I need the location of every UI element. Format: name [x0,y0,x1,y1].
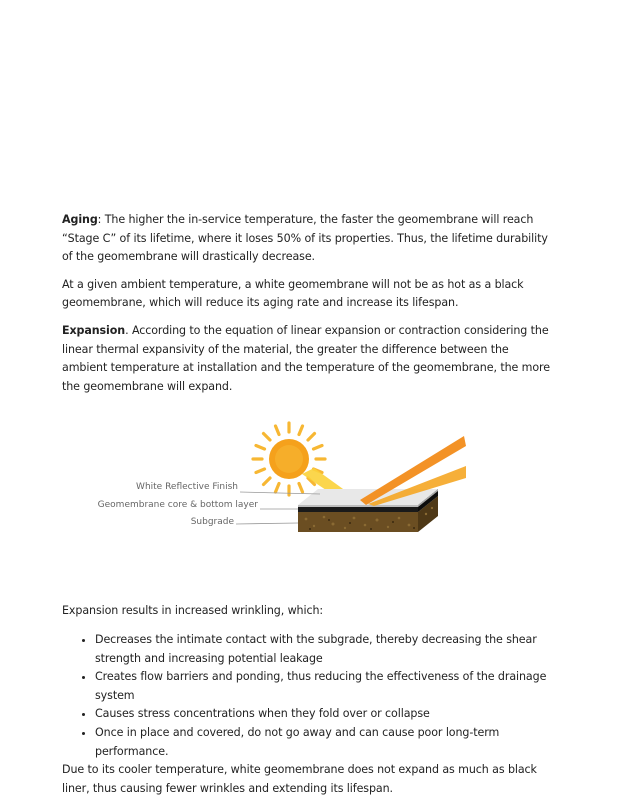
expansion-label: Expansion [62,323,126,337]
geomembrane-diagram [62,416,556,576]
leader-line-white [240,492,320,494]
aging-paragraph [62,211,556,267]
leader-line-subgrade [236,523,298,524]
aging-text: : The higher the in-service temperature, the faster the geomembrane will reach “Stage C” of its lifetime, where it loses 50% of its properties. Thus, the lifetime durability of the geomembrane will drastically decrease. [62,213,548,264]
conclusion-paragraph: Due to its cooler temperature, white geomembrane does not expand as much as black liner, thus causing fewer wrinkles and extending its lifespan. [62,763,537,795]
list-item: • Causes stress concentrations when they fold over or collapse [95,705,556,724]
expansion-text: . According to the equation of linear expansion or contraction considering the linear thermal expansivity of the material, the greater the difference between the ambient temperature at installation and the temperature of the geomembrane, the more the geomembrane will expand. [62,323,550,393]
expansion-paragraph [62,322,556,396]
diagram-illustration [62,416,556,576]
label-core-layer: Geomembrane core & bottom layer [97,500,258,511]
label-subgrade: Subgrade [190,517,234,528]
article-body [62,211,556,798]
wrinkling-intro: Expansion results in increased wrinkling, which: [62,604,324,618]
label-white-finish: White Reflective Finish [136,482,238,493]
wrinkling-effects-list [62,631,556,761]
list-item: • Decreases the intimate contact with the subgrade, thereby decreasing the shear strength and increasing potential leakage [95,631,556,668]
list-item: • Once in place and covered, do not go away and can cause poor long-term performance. [95,724,556,761]
ambient-paragraph: At a given ambient temperature, a white geomembrane will not be as hot as a black geomembrane, which will reduce its aging rate and increase its lifespan. [62,277,524,310]
aging-label: Aging [62,213,98,226]
list-item: • Creates flow barriers and ponding, thus reducing the effectiveness of the drainage system [95,668,556,705]
sun-icon [253,423,325,495]
